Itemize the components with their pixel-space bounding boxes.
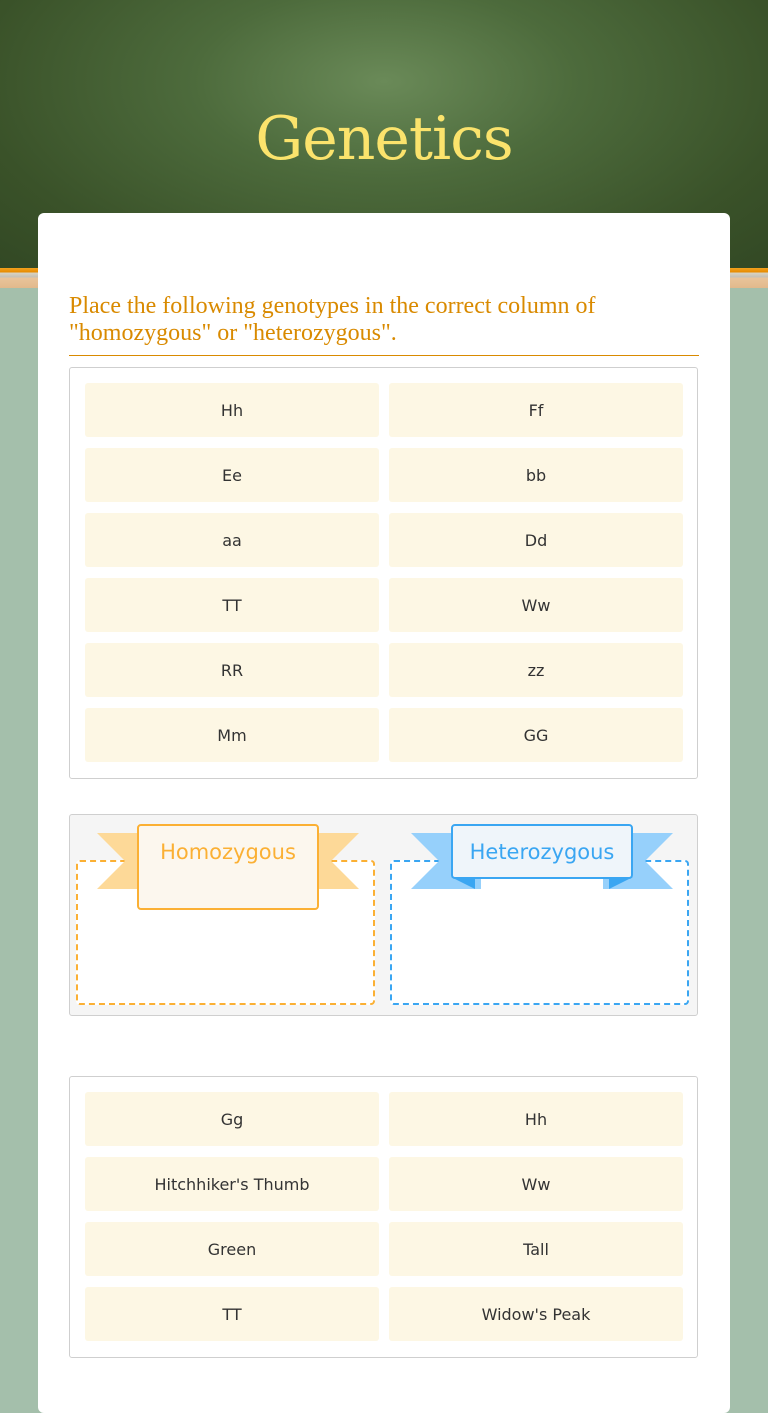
draggable-tile[interactable]: RR [85,643,379,697]
genotype-bank [69,367,698,779]
draggable-tile[interactable]: Ff [389,383,683,437]
trait-bank [69,1076,698,1358]
draggable-tile[interactable]: Hh [389,1092,683,1146]
draggable-tile[interactable]: Ee [85,448,379,502]
heterozygous-label: Heterozygous [451,824,633,879]
draggable-tile[interactable]: Dd [389,513,683,567]
draggable-tile[interactable]: Mm [85,708,379,762]
draggable-tile[interactable]: Tall [389,1222,683,1276]
draggable-tile[interactable]: GG [389,708,683,762]
draggable-tile[interactable]: bb [389,448,683,502]
draggable-tile[interactable]: Hitchhiker's Thumb [85,1157,379,1211]
draggable-tile[interactable]: Green [85,1222,379,1276]
draggable-tile[interactable]: TT [85,578,379,632]
question-text: Place the following genotypes in the correct column of "homozygous" or "heterozygous". [69,293,699,356]
draggable-tile[interactable]: Ww [389,1157,683,1211]
draggable-tile[interactable]: zz [389,643,683,697]
worksheet-card [38,213,730,1413]
page-title: Genetics [255,104,513,174]
draggable-tile[interactable]: Ww [389,578,683,632]
draggable-tile[interactable]: Hh [85,383,379,437]
draggable-tile[interactable]: aa [85,513,379,567]
draggable-tile[interactable]: TT [85,1287,379,1341]
draggable-tile[interactable]: Gg [85,1092,379,1146]
homozygous-label: Homozygous [137,824,319,910]
category-columns [69,814,698,1016]
draggable-tile[interactable]: Widow's Peak [389,1287,683,1341]
